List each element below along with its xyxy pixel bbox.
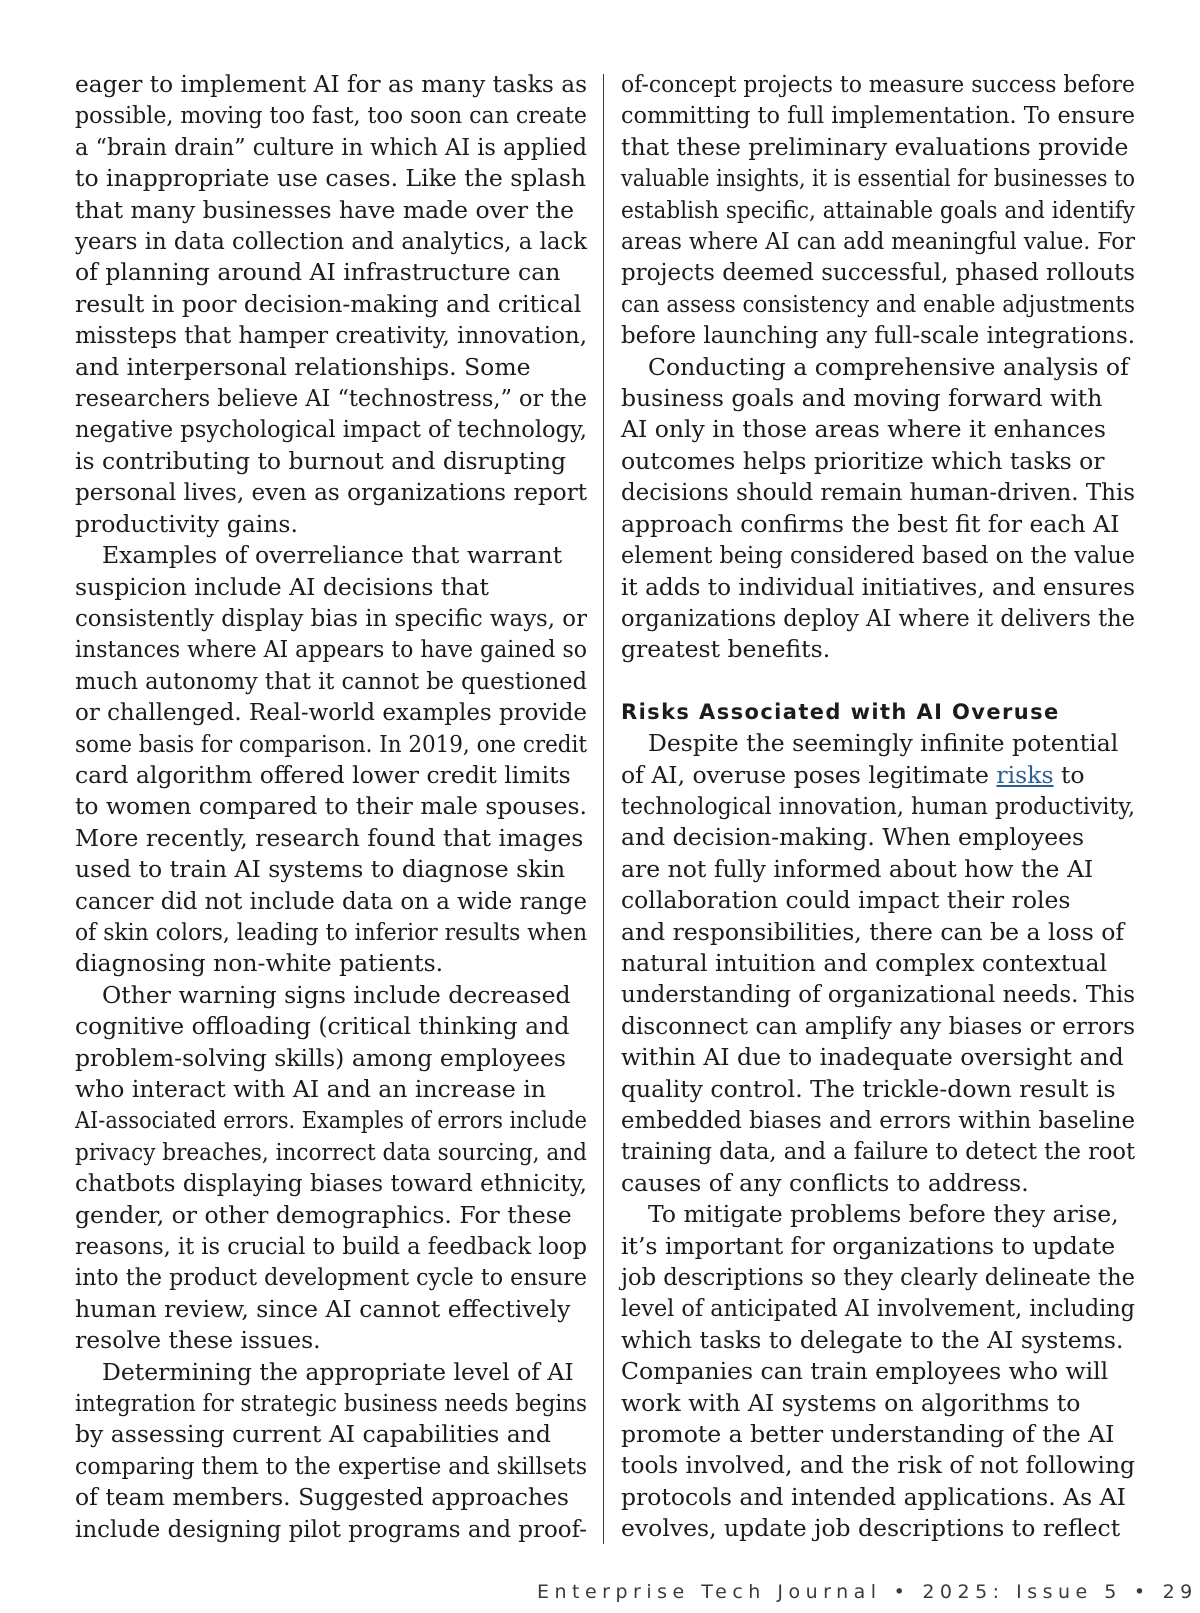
paragraph <box>75 1357 587 1545</box>
text-line: instances where AI appears to have gained so <box>75 635 588 664</box>
risks-paragraph-rest <box>621 791 1135 1199</box>
text-line: areas where AI can add meaningful value. For <box>621 227 1136 256</box>
text-line: organizations deploy AI where it delivers the <box>621 603 1136 632</box>
text-line: gender, or other demographics. For these <box>75 1200 572 1229</box>
text-line: outcomes helps prioritize which tasks or <box>621 446 1105 475</box>
page-footer <box>537 1581 1198 1603</box>
text-line: productivity gains. <box>75 509 298 538</box>
text-line: Examples of overreliance that warrant <box>102 541 563 570</box>
text-line: diagnosing non-white patients. <box>75 949 444 978</box>
text-line: embedded biases and errors within baseline <box>621 1106 1135 1134</box>
text-line: reasons, it is crucial to build a feedback loop <box>75 1232 587 1261</box>
text-run: to <box>1053 760 1085 789</box>
column-divider <box>603 74 604 1544</box>
text-line: element being considered based on the value <box>621 541 1135 570</box>
paragraph <box>621 1199 1135 1544</box>
text-line: possible, moving too fast, too soon can create <box>75 101 588 130</box>
text-line: business goals and moving forward with <box>621 384 1103 413</box>
page-number: 29 <box>1162 1581 1198 1603</box>
text-run: of AI, overuse poses legitimate <box>621 760 997 789</box>
text-line: To mitigate problems before they arise, <box>648 1200 1119 1229</box>
text-line: committing to full implementation. To ensure <box>621 101 1136 130</box>
left-column <box>75 69 587 1545</box>
text-line: greatest benefits. <box>621 635 831 664</box>
text-line: natural intuition and complex contextual <box>621 948 1108 977</box>
right-paragraphs-before <box>621 69 1135 666</box>
right-paragraphs-after <box>621 1199 1135 1544</box>
text-line: quality control. The trickle-down result is <box>621 1074 1116 1103</box>
text-line: is contributing to burnout and disrupting <box>75 446 567 475</box>
text-line: much autonomy that it cannot be questioned <box>75 666 587 695</box>
text-line: by assessing current AI capabilities and <box>75 1420 551 1449</box>
text-line: valuable insights, it is essential for businesses to <box>621 164 1135 193</box>
text-line: which tasks to delegate to the AI systems. <box>621 1325 1124 1354</box>
text-line: include designing pilot programs and proof- <box>75 1514 588 1543</box>
text-line: Conducting a comprehensive analysis of <box>648 352 1129 381</box>
text-line: Determining the appropriate level of AI <box>102 1357 574 1386</box>
text-line: decisions should remain human-driven. This <box>621 478 1135 507</box>
bullet-separator: • <box>893 1581 911 1603</box>
paragraph <box>75 540 587 980</box>
text-line: missteps that hamper creativity, innovation, <box>75 321 588 350</box>
text-line: privacy breaches, incorrect data sourcing, and <box>75 1137 587 1166</box>
text-line: human review, since AI cannot effectively <box>75 1294 571 1323</box>
text-line: Despite the seemingly infinite potential <box>648 729 1119 758</box>
text-line: can assess consistency and enable adjustments <box>621 289 1136 318</box>
text-line: researchers believe AI “technostress,” or the <box>75 384 588 413</box>
paragraph <box>75 69 587 540</box>
text-line: of-concept projects to measure success before <box>621 70 1135 98</box>
text-line: More recently, research found that images <box>75 823 584 852</box>
text-line: cognitive offloading (critical thinking and <box>75 1012 570 1041</box>
text-line: personal lives, even as organizations report <box>75 478 588 507</box>
text-line: and decision-making. When employees <box>621 823 1085 852</box>
paragraph <box>621 352 1135 666</box>
text-line: to women compared to their male spouses. <box>75 792 587 821</box>
text-line: that many businesses have made over the <box>75 195 575 224</box>
text-line: causes of any conflicts to address. <box>621 1168 1029 1197</box>
text-line: and responsibilities, there can be a loss of <box>621 917 1125 946</box>
text-line: and interpersonal relationships. Some <box>75 352 531 381</box>
text-line: chatbots displaying biases toward ethnicity, <box>75 1169 587 1198</box>
issue-label: 2025: Issue 5 <box>922 1581 1122 1603</box>
text-line: into the product development cycle to ensure <box>75 1263 587 1292</box>
text-line: that these preliminary evaluations provide <box>621 132 1129 161</box>
text-line: approach confirms the best fit for each AI <box>621 509 1120 538</box>
text-line: AI only in those areas where it enhances <box>621 415 1106 444</box>
paragraph <box>75 980 587 1357</box>
section-heading: Risks Associated with AI Overuse <box>621 699 1060 724</box>
text-line: it’s important for organizations to update <box>621 1231 1116 1260</box>
text-line: a “brain drain” culture in which AI is applied <box>75 132 588 161</box>
right-column <box>621 69 1135 1545</box>
text-line: some basis for comparison. In 2019, one credit <box>75 729 588 758</box>
text-line: Other warning signs include decreased <box>102 980 571 1009</box>
text-line: protocols and intended applications. As AI <box>621 1482 1126 1511</box>
text-line: resolve these issues. <box>75 1326 321 1355</box>
text-line: within AI due to inadequate oversight and <box>621 1043 1124 1072</box>
text-line: years in data collection and analytics, a lack <box>75 227 588 256</box>
section-gap <box>621 666 1135 697</box>
text-line: who interact with AI and an increase in <box>75 1075 546 1103</box>
text-line: work with AI systems on algorithms to <box>621 1388 1081 1417</box>
text-line: projects deemed successful, phased rollouts <box>621 258 1136 287</box>
text-line: promote a better understanding of the AI <box>621 1420 1115 1449</box>
risks-link[interactable]: risks <box>996 760 1054 789</box>
text-line: cancer did not include data on a wide range <box>75 886 587 915</box>
text-line: of planning around AI infrastructure can <box>75 258 561 287</box>
text-line: result in poor decision-making and critical <box>75 289 582 318</box>
text-line: before launching any full-scale integrations. <box>621 321 1136 350</box>
text-line: integration for strategic business needs begins <box>75 1389 587 1418</box>
text-line: comparing them to the expertise and skillsets <box>75 1451 588 1480</box>
text-line: AI-associated errors. Examples of errors include <box>75 1106 588 1135</box>
text-line: job descriptions so they clearly delineate the <box>621 1263 1136 1292</box>
text-line: to inappropriate use cases. Like the splash <box>75 164 587 193</box>
text-line: it adds to individual initiatives, and ensures <box>621 572 1136 601</box>
paragraph <box>621 728 1135 1199</box>
text-line: disconnect can amplify any biases or errors <box>621 1011 1136 1040</box>
text-line <box>621 760 1135 791</box>
text-line: used to train AI systems to diagnose skin <box>75 855 566 884</box>
text-line: negative psychological impact of technology, <box>75 415 587 444</box>
text-line: collaboration could impact their roles <box>621 886 1071 915</box>
text-line: consistently display bias in specific ways, or <box>75 603 587 632</box>
text-line: establish specific, attainable goals and identify <box>621 195 1135 224</box>
text-line: technological innovation, human productivity, <box>621 791 1135 820</box>
text-line: level of anticipated AI involvement, including <box>621 1294 1135 1323</box>
text-line: problem-solving skills) among employees <box>75 1043 566 1072</box>
text-line: or challenged. Real-world examples provide <box>75 698 588 727</box>
text-line: of skin colors, leading to inferior results when <box>75 917 588 946</box>
text-line: of team members. Suggested approaches <box>75 1483 569 1512</box>
paragraph <box>621 69 1135 352</box>
text-line: tools involved, and the risk of not following <box>621 1451 1136 1480</box>
bullet-separator: • <box>1133 1581 1151 1603</box>
publication-name: Enterprise Tech Journal <box>537 1581 882 1603</box>
text-line: suspicion include AI decisions that <box>75 572 489 601</box>
text-line: training data, and a failure to detect the root <box>621 1137 1136 1166</box>
text-line: eager to implement AI for as many tasks as <box>75 70 587 98</box>
text-line: evolves, update job descriptions to reflect <box>621 1514 1121 1543</box>
text-line: card algorithm offered lower credit limits <box>75 760 571 789</box>
text-line: Companies can train employees who will <box>621 1357 1109 1386</box>
text-line: understanding of organizational needs. This <box>621 980 1136 1009</box>
text-line: are not fully informed about how the AI <box>621 854 1094 883</box>
